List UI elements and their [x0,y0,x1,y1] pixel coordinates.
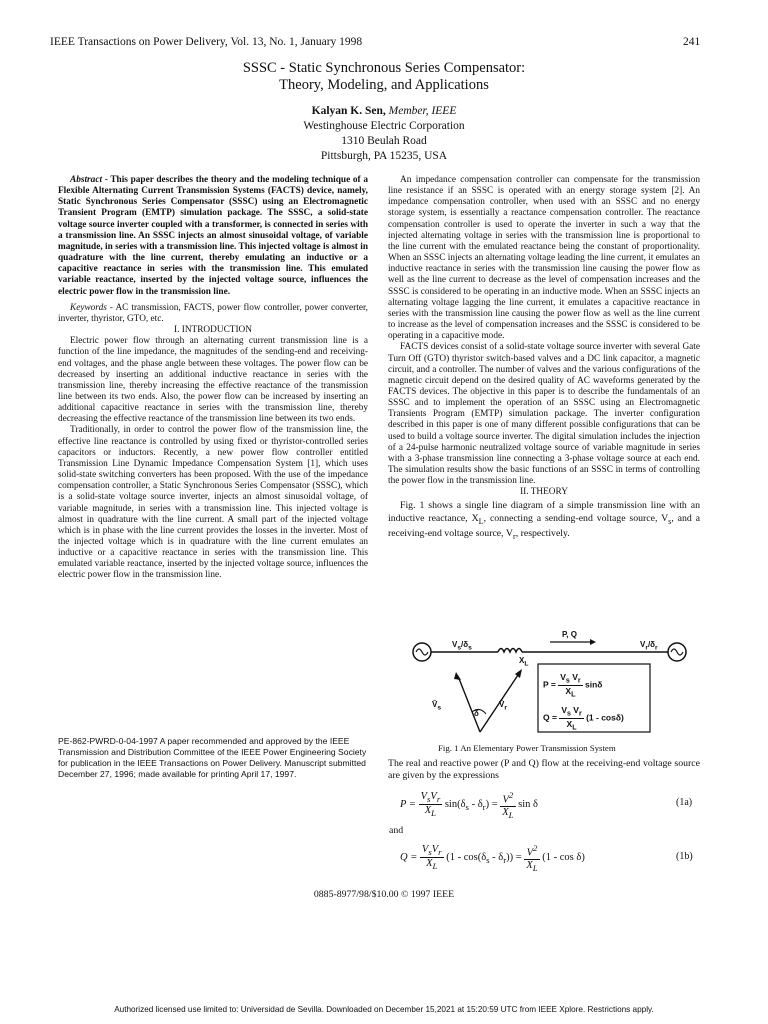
author-city: Pittsburgh, PA 15235, USA [320,150,448,162]
equation-1a: P = $\frac{V_sV_r}{X_L}$ $\sin(\delta_s - \delta_r)$ = $\frac{V^2}{X_L}$ sin δ [400,790,538,820]
title-line-2: Theory, Modeling, and Applications [279,77,489,93]
running-header: IEEE Transactions on Power Delivery, Vol. 13, No. 1, January 1998 [50,36,363,48]
intro-heading: I. INTRODUCTION [174,325,252,336]
equation-1b-label: (1b) [676,851,693,862]
fig-vs-vector-label: $V̄_s$ [432,700,442,712]
figure-caption: Fig. 1 An Elementary Power Transmission System [438,743,616,753]
intro-paragraph-2: Traditionally, in order to control the power flow of the transmission line, the effective line reactance is controlled by using fixed or thyristor-controlled series capacitors or inductors. Recently, a new power flow controller entitled Transmission Line Dynamic Impedance Compensation System [1], which uses solid-state switching converters has been proposed. With the use of the impedance compensation controller, a Static Synchronous Series Compensator (SSSC), which is a solid-state voltage source inverter, injects an almost sinusoidal voltage, of variable magnitude, in series with a transmission line. This injected voltage is almost in quadrature with the line current. A small part of the injected voltage which is in phase with the line current provides the losses in the inverter. Most of the injected voltage which is in quadrature with the line current emulates an inductive or a capacitive reactance in series with the transmission line. This emulated variable reactance, inserted by the injected voltage source, influences the electric power flow in the transmission line. [58,425,368,581]
vs-sub: s [668,516,672,526]
copyright-line: 0885-8977/98/$10.00 © 1997 IEEE [313,889,455,900]
right-column [388,175,700,543]
receiving-sine-icon [671,649,683,655]
author-name-line [0,104,768,119]
power-flow-text: The real and reactive power (P and Q) flow at the receiving-end voltage source are given by the expressions [388,758,700,781]
abstract-label: Abstract [70,175,103,185]
theory-text-3: , and a receiving-end voltage source, V [388,512,700,540]
fig-pq-label: P, Q [562,630,577,639]
author-block [0,104,768,164]
right-paragraph-2: FACTS devices consist of a solid-state voltage source inverter with several Gate Turn Off (GTO) thyristor switch-based valves and a DC link capacitor, a magnetic circuit, and a controller. The number of valves and the various configurations of the magnetic circuit depend on the desired quality of AC waveforms generated by the FACTS devices. The objective in this paper is to describe the fundamentals of an SSSC and to implement the operation of an SSSC using an Electromagnetic Transients Program (EMTP) simulation package. The inverter configuration described in this paper is one of many different possible configurations that can be used to build a voltage source inverter. The digital simulation includes the injection of a 24-pulse harmonic neutralized voltage source of variable magnitude in series with a 3-phase transmission line connecting a 3-phase voltage source at each end. The simulation results show the basic functions of an SSSC in terms of controlling the power flow in the transmission line. [388,342,700,487]
fig-vr-label: $V_r/\delta_r$ [640,640,658,652]
keywords-label: Keywords [70,302,107,313]
page-number: 241 [683,36,701,48]
vr-arrow-head [515,669,522,678]
inductor-icon [498,649,522,653]
fig-delta-label: δ [474,709,479,718]
theory-text-4: , respectively. [515,528,570,540]
abstract-text: - This paper describes the theory and the modeling technique of a Flexible Alternating Current Transmission Systems (FACTS) device, namely, Static Synchronous Series Compensator (SSSC) using an Electromagnetic Transient Program (EMTP) simulation package. The SSSC, a solid-state voltage source inverter coupled with a transformer, is connected in series with a transmission line. An SSSC injects an almost sinusoidal voltage, of variable magnitude, in series with a transmission line. This injected voltage is almost in quadrature with the line current, thereby emulating an inductive or a capacitive reactance in series with the transmission line. This emulated variable reactance, inserted by the injected voltage source, influences the electric power flow in the transmission line. [58,175,368,297]
sending-sine-icon [416,649,428,655]
right-paragraph-1: An impedance compensation controller can compensate for the transmission line resistance if an SSSC is operated with an energy storage system [2]. An impedance compensation controller, when used with an SSSC and no energy storage system, is essentially a reactance compensation controller. The reactance compensation controller is used to operate the inverter in such a way that the injected alternating voltage in series with the transmission line is proportional to the line current with the emulated reactance being the constant of proportionality. When an SSSC injects an alternating voltage leading the line current, it emulates an inductive reactance in series with the transmission line causing the power flow as well as the line current to decrease as the level of compensation increases and the SSSC is considered to be operating in an inductive mode. When an SSSC injects an alternating voltage lagging the line current, it emulates a capacitive reactance in series with the transmission line causing the power flow as well as the line current to increase as the level of compensation increases and the SSSC is considered to be operating in a capacitive mode. [388,175,700,342]
keywords-text: - AC transmission, FACTS, power flow controller, power converter, inverter, thyristor, GTO, etc. [58,302,368,324]
pq-arrow-head [590,639,596,645]
title-line-1: SSSC - Static Synchronous Series Compensator: [242,60,526,76]
keywords [58,303,368,325]
fig-vr-vector-label: $V̄_r$ [499,700,507,712]
theory-text-1: Fig. 1 shows a single line diagram of a simple transmission line with an inductive reactance, X [388,499,700,524]
download-note: Authorized licensed use limited to: Universidad de Sevilla. Downloaded on December 15,2021 at 15:20:59 UTC from IEEE Xplore. Restrictions apply. [114,1005,654,1014]
left-column [58,175,368,582]
vr-sub: r [512,532,516,542]
author-street: 1310 Beulah Road [341,135,427,147]
vs-arrow-head [454,672,461,680]
theory-paragraph [388,499,700,544]
xl-sub: L [478,516,484,526]
power-flow-paragraph [388,758,700,782]
fig-xl-label: $X_L$ [519,656,529,668]
vs-vector [458,676,480,732]
theory-heading: II. THEORY [520,487,568,498]
author-role: Member, IEEE [385,105,457,117]
author-name: Kalyan K. Sen, [311,105,386,117]
theory-text-2: , connecting a sending-end voltage source, V [483,512,669,524]
fig-vs-label: $V_s/\delta_s$ [452,640,472,652]
paper-title [0,60,768,94]
equation-1b: Q = $\frac{V_sV_r}{X_L}$ $(1 - \cos(\delta_s - \delta_r))$ = $\frac{V^2}{X_L}$ (1 - cos δ) [400,843,585,873]
fig-q-equation: Q = $\frac{V_s V_r}{X_L}$ (1 - cosδ) [543,705,624,732]
abstract [58,175,368,298]
fig-p-equation: P = $\frac{V_s V_r}{X_L}$ sinδ [543,672,603,699]
and-connector: and [389,825,404,836]
footnote: PE-862-PWRD-0-04-1997 A paper recommended and approved by the IEEE Transmission and Distribution Committee of the IEEE Power Engineering Society for publication in the IEEE Transactions on Power Delivery. Manuscript submitted December 27, 1996; made available for printing April 17, 1997. [58,736,367,779]
intro-paragraph-1: Electric power flow through an alternating current transmission line is a function of the line impedance, the magnitudes of the sending-end and receiving-end voltages, and the phase angle between these voltages. The power flow can be decreased by inserting an additional inductive reactance in series with the transmission line, thereby increasing the effective reactance of the transmission line between its two ends. Also, the power flow can be increased by inserting an additional capacitive reactance in series with the transmission line, thereby decreasing the effective reactance of the transmission line between its two ends. [58,336,368,425]
equation-1a-label: (1a) [676,797,693,808]
author-affiliation: Westinghouse Electric Corporation [303,120,465,132]
